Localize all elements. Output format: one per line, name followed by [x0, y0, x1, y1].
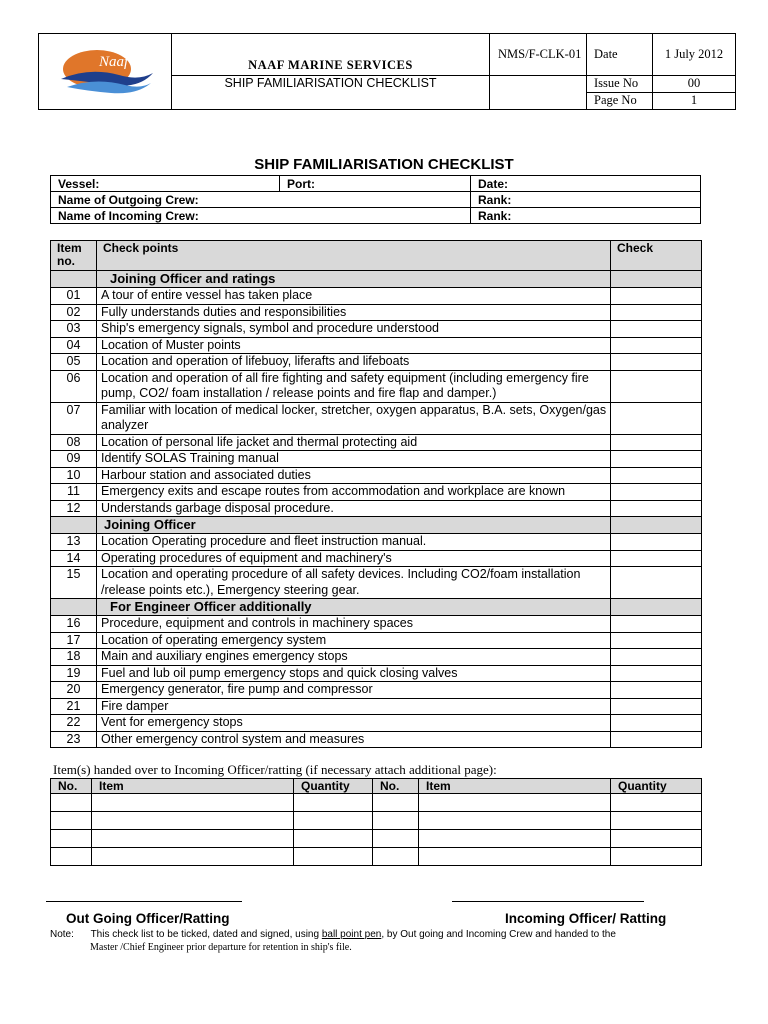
- check-point-text: Ship's emergency signals, symbol and procedure understood: [97, 321, 611, 338]
- quantity-cell[interactable]: [611, 830, 702, 848]
- section-header-row: [51, 271, 702, 288]
- note-text-part1: This check list to be ticked, dated and signed, using: [90, 929, 322, 940]
- document-header: [38, 33, 736, 110]
- quantity-cell[interactable]: [294, 812, 373, 830]
- check-box-cell[interactable]: [611, 337, 702, 354]
- quantity-cell[interactable]: [611, 794, 702, 812]
- quantity-cell[interactable]: [294, 830, 373, 848]
- check-box-cell[interactable]: [611, 288, 702, 305]
- check-box-cell[interactable]: [611, 467, 702, 484]
- check-point-text: Understands garbage disposal procedure.: [97, 500, 611, 517]
- item-number: 03: [51, 321, 97, 338]
- no-cell[interactable]: [373, 794, 419, 812]
- page-value: 1: [690, 93, 698, 107]
- item-no-header: Item no.: [51, 241, 97, 271]
- item-number: 09: [51, 451, 97, 468]
- check-point-text: A tour of entire vessel has taken place: [97, 288, 611, 305]
- checklist-row: [51, 451, 702, 468]
- section-spacer: [51, 599, 97, 616]
- check-box-cell[interactable]: [611, 616, 702, 633]
- note-text-line2: Master /Chief Engineer prior departure for retention in ship's file.: [90, 942, 352, 953]
- check-box-cell[interactable]: [611, 632, 702, 649]
- check-point-text: Fire damper: [97, 698, 611, 715]
- checklist-row: [51, 567, 702, 599]
- section-title: For Engineer Officer additionally: [97, 599, 611, 616]
- check-box-cell[interactable]: [611, 354, 702, 371]
- note-text-part2: , by Out going and Incoming Crew and handed to the: [381, 929, 616, 940]
- quantity-cell[interactable]: [611, 848, 702, 866]
- vessel-label: Vessel:: [51, 176, 280, 192]
- check-point-text: Harbour station and associated duties: [97, 467, 611, 484]
- issue-page-values: [653, 76, 736, 110]
- company-name: NAAF MARINE SERVICES: [172, 34, 490, 76]
- check-box-cell[interactable]: [611, 402, 702, 434]
- outgoing-signature-line[interactable]: [46, 901, 242, 902]
- incoming-rank-label: Rank:: [471, 208, 701, 224]
- check-point-text: Procedure, equipment and controls in machinery spaces: [97, 616, 611, 633]
- date-field-label: Date:: [471, 176, 701, 192]
- checklist-row: [51, 731, 702, 748]
- page-title: SHIP FAMILIARISATION CHECKLIST: [254, 156, 514, 173]
- checklist-row: [51, 665, 702, 682]
- quantity-header: Quantity: [294, 779, 373, 794]
- item-number: 08: [51, 434, 97, 451]
- checklist-row: [51, 500, 702, 517]
- no-cell[interactable]: [51, 812, 92, 830]
- item-number: 13: [51, 534, 97, 551]
- note-underlined: ball point pen: [321, 929, 382, 940]
- date-label: Date: [587, 34, 653, 76]
- handover-caption: Item(s) handed over to Incoming Officer/ratting (if necessary attach additional page):: [53, 762, 497, 777]
- logo-cell: [39, 34, 172, 110]
- section-spacer: [611, 271, 702, 288]
- item-number: 04: [51, 337, 97, 354]
- check-point-text: Familiar with location of medical locker, stretcher, oxygen apparatus, B.A. sets, Oxygen/gas analyzer: [97, 402, 611, 434]
- document-number: NMS/F-CLK-01: [490, 34, 587, 76]
- checklist-row: [51, 550, 702, 567]
- item-number: 01: [51, 288, 97, 305]
- checklist-row: [51, 370, 702, 402]
- item-number: 06: [51, 370, 97, 402]
- header-subtitle: SHIP FAMILIARISATION CHECKLIST: [172, 76, 490, 110]
- checklist-row: [51, 434, 702, 451]
- checklist-row: [51, 337, 702, 354]
- issue-page-labels: [587, 76, 653, 110]
- item-header: Item: [419, 779, 611, 794]
- note-label: Note:: [50, 929, 74, 940]
- item-number: 18: [51, 649, 97, 666]
- outgoing-rank-label: Rank:: [471, 192, 701, 208]
- check-box-cell[interactable]: [611, 550, 702, 567]
- item-number: 23: [51, 731, 97, 748]
- issue-label: Issue No: [587, 76, 652, 93]
- item-header: Item: [92, 779, 294, 794]
- incoming-signature-line[interactable]: [452, 901, 644, 902]
- no-cell[interactable]: [373, 830, 419, 848]
- item-number: 14: [51, 550, 97, 567]
- check-point-text: Emergency exits and escape routes from accommodation and workplace are known: [97, 484, 611, 501]
- check-point-text: Location of Muster points: [97, 337, 611, 354]
- item-cell[interactable]: [92, 848, 294, 866]
- issue-value: 00: [653, 76, 735, 93]
- date-value: 1 July 2012: [653, 34, 736, 76]
- check-point-text: Operating procedures of equipment and machinery's: [97, 550, 611, 567]
- item-number: 17: [51, 632, 97, 649]
- item-number: 19: [51, 665, 97, 682]
- logo-text: Naaf: [99, 53, 129, 70]
- handover-items-table: [50, 778, 702, 866]
- check-points-header: Check points: [97, 241, 611, 271]
- check-point-text: Vent for emergency stops: [97, 715, 611, 732]
- section-spacer: [51, 517, 97, 534]
- checklist-row: [51, 649, 702, 666]
- item-cell[interactable]: [92, 830, 294, 848]
- section-header-row: [51, 599, 702, 616]
- check-box-cell[interactable]: [611, 649, 702, 666]
- check-point-text: Location and operating procedure of all safety devices. Including CO2/foam installation /release points etc.), Emergency steering gear.: [97, 567, 611, 599]
- quantity-header: Quantity: [611, 779, 702, 794]
- check-box-cell[interactable]: [611, 321, 702, 338]
- checklist-row: [51, 616, 702, 633]
- checklist-header-row: [51, 241, 702, 271]
- check-point-text: Fully understands duties and responsibilities: [97, 304, 611, 321]
- item-number: 07: [51, 402, 97, 434]
- item-number: 21: [51, 698, 97, 715]
- check-point-text: Emergency generator, fire pump and compressor: [97, 682, 611, 699]
- section-spacer: [611, 517, 702, 534]
- checklist-row: [51, 304, 702, 321]
- handover-row: [51, 848, 702, 866]
- page-label: Page No: [594, 93, 637, 107]
- check-point-text: Location of personal life jacket and thermal protecting aid: [97, 434, 611, 451]
- item-cell[interactable]: [419, 812, 611, 830]
- check-point-text: Location and operation of all fire fighting and safety equipment (including emergency fire pump, CO2/ foam installation / release points and fire flap and damper.): [97, 370, 611, 402]
- crew-info-table: [50, 175, 701, 224]
- outgoing-signature-label: Out Going Officer/Ratting: [66, 911, 230, 926]
- checklist-row: [51, 321, 702, 338]
- item-cell[interactable]: [419, 848, 611, 866]
- section-title: Joining Officer and ratings: [97, 271, 611, 288]
- check-box-cell[interactable]: [611, 484, 702, 501]
- check-box-cell[interactable]: [611, 731, 702, 748]
- no-cell[interactable]: [51, 830, 92, 848]
- handover-row: [51, 830, 702, 848]
- checklist-row: [51, 632, 702, 649]
- check-point-text: Location Operating procedure and fleet instruction manual.: [97, 534, 611, 551]
- checklist-row: [51, 402, 702, 434]
- handover-row: [51, 794, 702, 812]
- check-box-cell[interactable]: [611, 534, 702, 551]
- check-box-cell[interactable]: [611, 698, 702, 715]
- check-header: Check: [611, 241, 702, 271]
- check-box-cell[interactable]: [611, 370, 702, 402]
- check-box-cell[interactable]: [611, 500, 702, 517]
- item-cell[interactable]: [419, 830, 611, 848]
- checklist-row: [51, 467, 702, 484]
- check-box-cell[interactable]: [611, 682, 702, 699]
- item-number: 05: [51, 354, 97, 371]
- no-cell[interactable]: [373, 812, 419, 830]
- check-box-cell[interactable]: [611, 451, 702, 468]
- item-cell[interactable]: [92, 812, 294, 830]
- check-point-text: Identify SOLAS Training manual: [97, 451, 611, 468]
- item-number: 15: [51, 567, 97, 599]
- checklist-row: [51, 534, 702, 551]
- checklist-table: [50, 240, 702, 748]
- checklist-row: [51, 715, 702, 732]
- incoming-crew-label: Name of Incoming Crew:: [51, 208, 471, 224]
- check-box-cell[interactable]: [611, 304, 702, 321]
- checklist-row: [51, 698, 702, 715]
- footer-note: [50, 928, 750, 954]
- item-number: 02: [51, 304, 97, 321]
- document-number-continued: [490, 76, 587, 110]
- no-cell[interactable]: [51, 848, 92, 866]
- checklist-row: [51, 288, 702, 305]
- section-spacer: [611, 599, 702, 616]
- check-point-text: Main and auxiliary engines emergency stops: [97, 649, 611, 666]
- item-number: 10: [51, 467, 97, 484]
- item-number: 16: [51, 616, 97, 633]
- checklist-row: [51, 354, 702, 371]
- check-point-text: Location of operating emergency system: [97, 632, 611, 649]
- handover-row: [51, 812, 702, 830]
- no-header: No.: [51, 779, 92, 794]
- handover-header-row: [51, 779, 702, 794]
- check-point-text: Location and operation of lifebuoy, liferafts and lifeboats: [97, 354, 611, 371]
- quantity-cell[interactable]: [294, 848, 373, 866]
- section-spacer: [51, 271, 97, 288]
- item-cell[interactable]: [419, 794, 611, 812]
- item-number: 22: [51, 715, 97, 732]
- outgoing-crew-label: Name of Outgoing Crew:: [51, 192, 471, 208]
- check-point-text: Fuel and lub oil pump emergency stops and quick closing valves: [97, 665, 611, 682]
- no-header: No.: [373, 779, 419, 794]
- incoming-signature-label: Incoming Officer/ Ratting: [505, 911, 667, 926]
- check-box-cell[interactable]: [611, 567, 702, 599]
- no-cell[interactable]: [51, 794, 92, 812]
- item-number: 20: [51, 682, 97, 699]
- quantity-cell[interactable]: [611, 812, 702, 830]
- check-box-cell[interactable]: [611, 434, 702, 451]
- check-box-cell[interactable]: [611, 715, 702, 732]
- item-number: 11: [51, 484, 97, 501]
- checklist-row: [51, 484, 702, 501]
- item-number: 12: [51, 500, 97, 517]
- item-cell[interactable]: [92, 794, 294, 812]
- quantity-cell[interactable]: [294, 794, 373, 812]
- no-cell[interactable]: [373, 848, 419, 866]
- section-title: Joining Officer: [97, 517, 611, 534]
- check-box-cell[interactable]: [611, 665, 702, 682]
- port-label: Port:: [280, 176, 471, 192]
- company-logo: [39, 35, 171, 106]
- section-header-row: [51, 517, 702, 534]
- checklist-row: [51, 682, 702, 699]
- check-point-text: Other emergency control system and measures: [97, 731, 611, 748]
